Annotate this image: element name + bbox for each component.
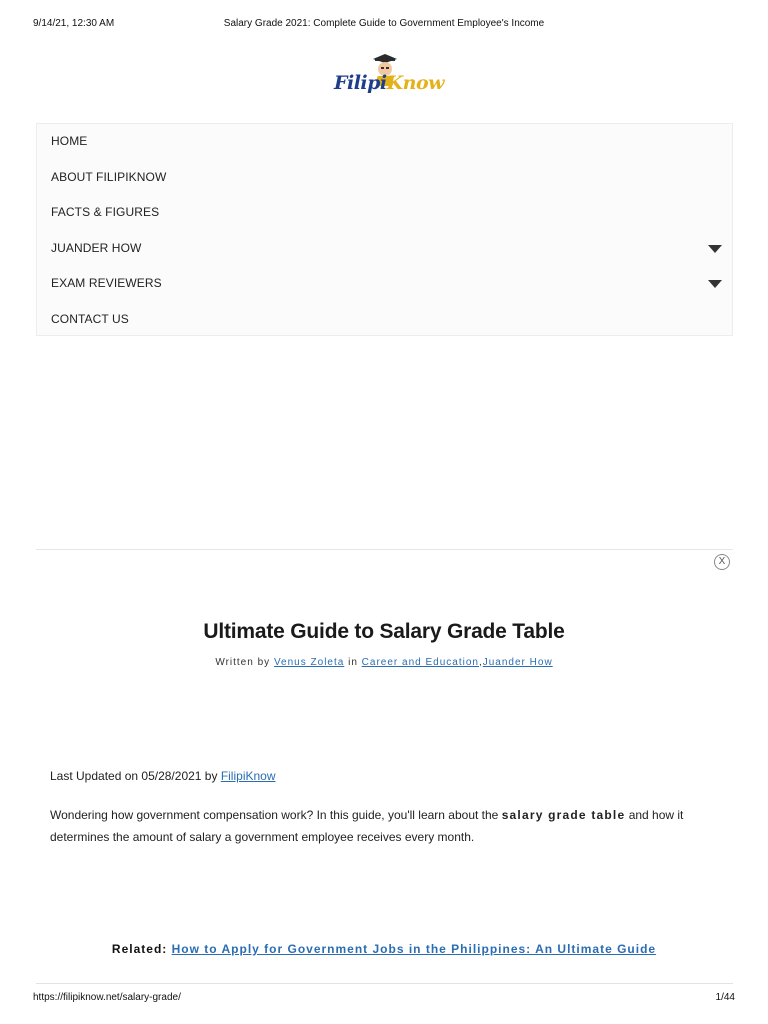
- category-link-juander[interactable]: Juander How: [482, 657, 553, 668]
- nav-item-about[interactable]: [37, 160, 732, 196]
- page-number: 1/44: [715, 992, 735, 1003]
- article-title: Ultimate Guide to Salary Grade Table: [203, 620, 565, 643]
- nav-item-juander-how[interactable]: [37, 231, 732, 267]
- print-footer: [0, 992, 768, 1006]
- print-datetime: 9/14/21, 12:30 AM: [33, 18, 115, 29]
- updated-author-link[interactable]: FilipiKnow: [220, 769, 276, 783]
- main-nav: [36, 123, 733, 336]
- logo-wordmark: [334, 72, 444, 94]
- intro-paragraph: [50, 804, 730, 848]
- byline-in: in: [348, 657, 358, 668]
- last-updated: [50, 769, 276, 783]
- nav-item-contact[interactable]: [37, 302, 732, 338]
- related-label: Related:: [111, 942, 168, 956]
- nav-item-label: CONTACT US: [51, 311, 129, 326]
- nav-item-home[interactable]: [37, 124, 732, 160]
- ad-close-button[interactable]: X: [714, 554, 730, 570]
- nav-item-facts-figures[interactable]: [37, 195, 732, 231]
- byline-prefix: Written by: [215, 657, 271, 668]
- logo-text-primary: Filipi: [334, 72, 387, 94]
- article-byline: [0, 657, 768, 668]
- intro-text-1: Wondering how government compensation work? In this guide, you'll learn about the: [50, 808, 499, 822]
- nav-item-label: ABOUT FILIPIKNOW: [51, 169, 167, 184]
- related-link-line: [0, 942, 768, 956]
- site-logo[interactable]: [334, 54, 445, 106]
- print-page-title: Salary Grade 2021: Complete Guide to Government Employee's Income: [223, 18, 545, 29]
- caret-down-icon[interactable]: [708, 245, 722, 253]
- footer-divider: [36, 983, 733, 984]
- ad-divider: [36, 549, 733, 550]
- nav-item-label: EXAM REVIEWERS: [51, 276, 162, 290]
- nav-item-label: FACTS & FIGURES: [51, 205, 160, 219]
- category-link-career[interactable]: Career and Education: [361, 657, 479, 668]
- caret-down-icon[interactable]: [708, 280, 722, 288]
- print-header: [0, 18, 768, 32]
- nav-item-label: JUANDER HOW: [51, 240, 142, 255]
- author-link[interactable]: Venus Zoleta: [273, 657, 345, 668]
- page-url: https://filipiknow.net/salary-grade/: [33, 992, 181, 1003]
- related-article-link[interactable]: How to Apply for Government Jobs in the Philippines: An Ultimate Guide: [171, 942, 657, 956]
- updated-prefix: Last Updated on 05/28/2021 by: [50, 769, 218, 783]
- intro-text-2: and how it determines the amount of salary a government employee receives every month.: [50, 808, 684, 844]
- byline-separator: ,: [478, 657, 483, 668]
- intro-bold: salary grade table: [501, 808, 626, 822]
- nav-item-exam-reviewers[interactable]: [37, 266, 732, 302]
- nav-item-label: HOME: [51, 134, 88, 148]
- logo-text-accent: Know: [386, 72, 445, 94]
